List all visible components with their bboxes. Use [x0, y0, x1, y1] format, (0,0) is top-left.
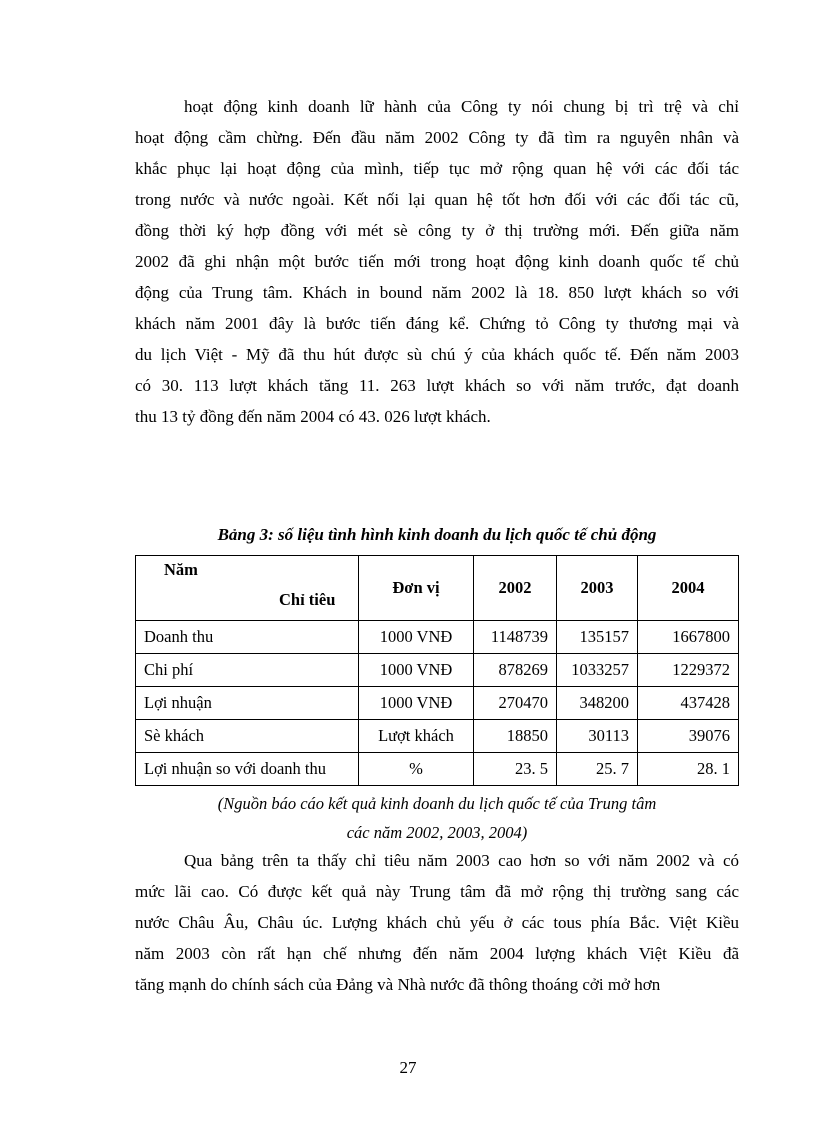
text-line: khắc phục lại hoạt động của mình, tiếp tục mở rộng quan hệ với các đối tác: [135, 159, 739, 178]
header-unit: Đơn vị: [359, 556, 474, 621]
text-line: mức lãi cao. Có được kết quả này Trung tâm đã mở rộng thị trường sang các: [135, 882, 739, 901]
paragraph-2: [135, 845, 739, 1000]
text-line: khách năm 2001 đây là bước tiến đáng kể. Chứng tỏ Công ty thương mại và: [135, 314, 739, 333]
row-value: 135157: [557, 621, 638, 654]
text-line: hoạt động cầm chừng. Đến đầu năm 2002 Công ty đã tìm ra nguyên nhân và: [135, 128, 739, 147]
header-year-label: Năm: [164, 560, 198, 579]
row-value: 1033257: [557, 654, 638, 687]
row-value: 270470: [474, 687, 557, 720]
row-label: Lợi nhuận: [136, 687, 359, 720]
header-year-2004: 2004: [638, 556, 739, 621]
row-label: Chi phí: [136, 654, 359, 687]
row-label: Lợi nhuận so với doanh thu: [136, 753, 359, 786]
row-unit: Lượt khách: [359, 720, 474, 753]
table-row: [136, 654, 739, 687]
text-line: du lịch Việt - Mỹ đã thu hút được sù chú ý của khách quốc tế. Đến năm 2003: [135, 345, 739, 364]
text-line: nước Châu Âu, Châu úc. Lượng khách chủ yếu ở các tous phía Bắc. Việt Kiều: [135, 913, 739, 932]
text-line: có 30. 113 lượt khách tăng 11. 263 lượt khách so với năm trước, đạt doanh: [135, 376, 739, 395]
text-line: thu 13 tỷ đồng đến năm 2004 có 43. 026 lượt khách.: [135, 407, 491, 426]
source-line: (Nguồn báo cáo kết quả kinh doanh du lịch quốc tế của Trung tâm: [217, 794, 657, 813]
header-year-2003: 2003: [557, 556, 638, 621]
page-number: 27: [399, 1058, 417, 1077]
table-row: [136, 687, 739, 720]
text-line: đồng thời ký hợp đồng với mét sè công ty ở thị trường mới. Đến giữa năm: [135, 221, 739, 240]
row-value: 1667800: [638, 621, 739, 654]
row-value: 23. 5: [474, 753, 557, 786]
source-line: các năm 2002, 2003, 2004): [346, 823, 528, 842]
row-value: 1229372: [638, 654, 739, 687]
row-value: 28. 1: [638, 753, 739, 786]
table-row: [136, 720, 739, 753]
table-row: [136, 621, 739, 654]
row-value: 30113: [557, 720, 638, 753]
text-line: 2002 đã ghi nhận một bước tiến mới trong hoạt động kinh doanh quốc tế chủ: [135, 252, 739, 271]
text-line: tăng mạnh do chính sách của Đảng và Nhà nước đã thông thoáng cởi mở hơn: [135, 975, 661, 994]
business-table: [135, 555, 739, 786]
row-unit: 1000 VNĐ: [359, 654, 474, 687]
text-line: Qua bảng trên ta thấy chỉ tiêu năm 2003 cao hơn so với năm 2002 và có: [184, 851, 739, 870]
row-unit: 1000 VNĐ: [359, 621, 474, 654]
row-label: Sè khách: [136, 720, 359, 753]
row-value: 348200: [557, 687, 638, 720]
table-caption: Bảng 3: số liệu tình hình kinh doanh du lịch quốc tế chủ động: [217, 525, 657, 544]
row-value: 878269: [474, 654, 557, 687]
text-line: động của Trung tâm. Khách in bound năm 2002 là 18. 850 lượt khách so với: [135, 283, 739, 302]
text-line: hoạt động kinh doanh lữ hành của Công ty nói chung bị trì trệ và chỉ: [184, 97, 739, 116]
row-unit: 1000 VNĐ: [359, 687, 474, 720]
table-source-note: [135, 789, 739, 847]
row-unit: %: [359, 753, 474, 786]
header-diagonal-cell: [136, 556, 359, 621]
row-value: 39076: [638, 720, 739, 753]
text-line: trong nước và nước ngoài. Kết nối lại quan hệ tốt hơn đối với các đối tác cũ,: [135, 190, 739, 209]
row-value: 25. 7: [557, 753, 638, 786]
text-line: năm 2003 còn rất hạn chế nhưng đến năm 2004 lượng khách Việt Kiều đã: [135, 944, 739, 963]
row-value: 437428: [638, 687, 739, 720]
row-value: 1148739: [474, 621, 557, 654]
table-row: [136, 753, 739, 786]
header-year-2002: 2002: [474, 556, 557, 621]
header-indicator-label: Chỉ tiêu: [279, 590, 336, 609]
table-header-row: [136, 556, 739, 621]
paragraph-1: [135, 91, 739, 432]
row-label: Doanh thu: [136, 621, 359, 654]
row-value: 18850: [474, 720, 557, 753]
